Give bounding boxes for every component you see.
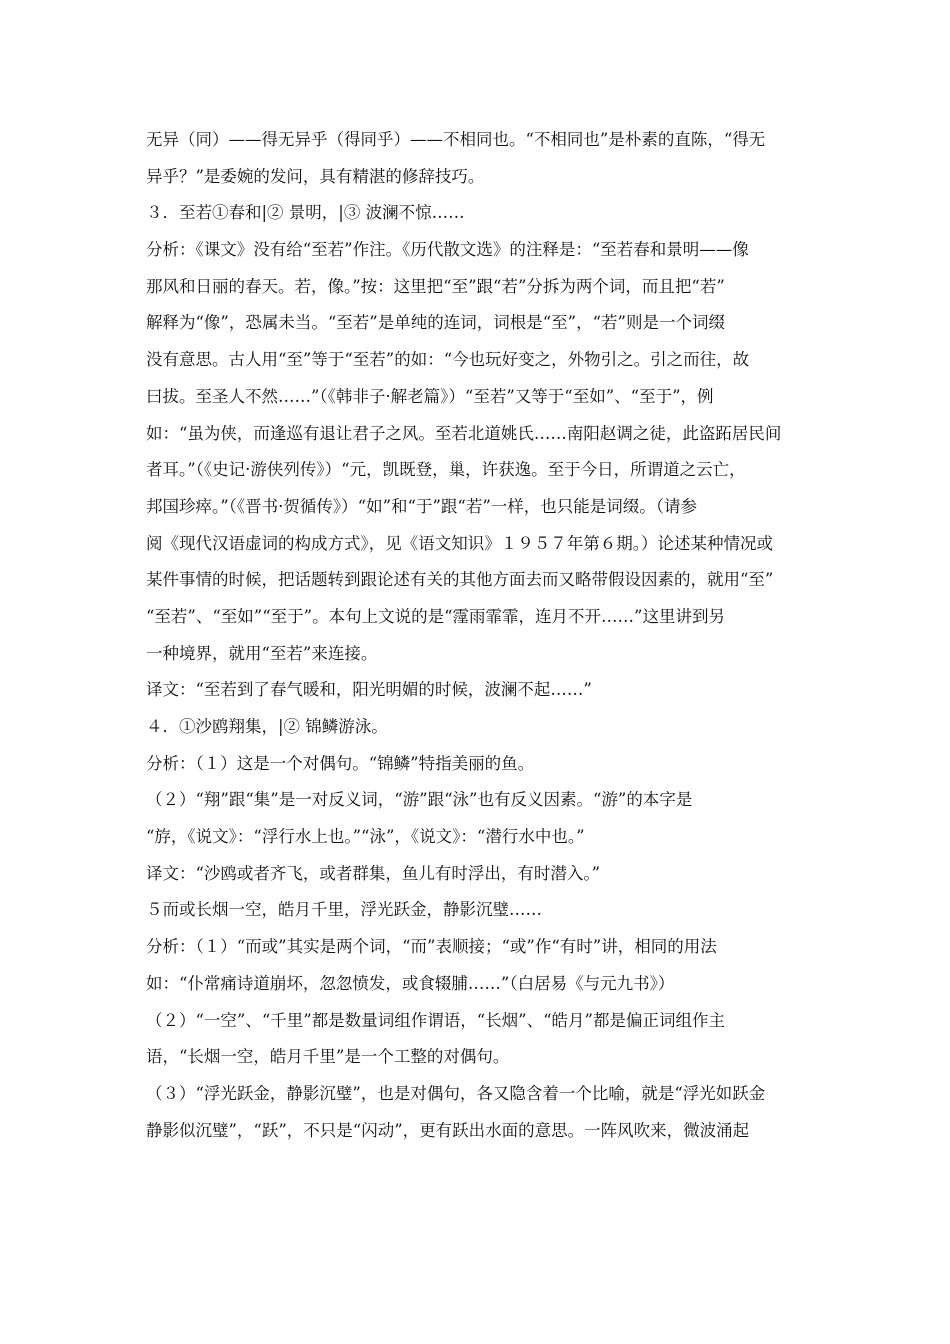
section-heading-4: ４．①沙鸥翔集，|② 锦鳞游泳。 xyxy=(146,717,388,736)
text-line: 邦国珍瘁。”（《晋书·贺循传》）“如”和“于”跟“若”一样，也只能是词缀。（请参 xyxy=(146,496,698,516)
text-line: 曰拔。至圣人不然……”（《韩非子·解老篇》）“至若”又等于“至如”、“至于”，例 xyxy=(146,386,714,406)
translation-line: 译文：“沙鸥或者齐飞，或者群集，鱼儿有时浮出，有时潜入。” xyxy=(146,863,601,883)
text-line: （２）“一空”、“千里”都是数量词组作谓语，“长烟”、“皓月”都是偏正词组作主 xyxy=(146,1010,725,1030)
text-line: “至若”、“至如”“至于”。本句上文说的是“霪雨霏霏，连月不开……”这里讲到另 xyxy=(146,606,725,626)
text-line: “斿，《说文》：“浮行水上也。”“泳”，《说文》：“潜行水中也。” xyxy=(146,827,585,847)
section-heading-3: ３．至若①春和|② 景明，|③ 波澜不惊…… xyxy=(146,203,465,223)
text-line: 语，“长烟一空，皓月千里”是一个工整的对偶句。 xyxy=(146,1047,510,1067)
text-line: 阅《现代汉语虚词的构成方式》，见《语文知识》１９５７年第６期。）论述某种情况或 xyxy=(146,533,773,553)
text-line: 没有意思。古人用“至”等于“至若”的如：“今也玩好变之，外物引之。引之而往，故 xyxy=(146,350,750,370)
text-line: 分析：《课文》没有给“至若”作注。《历代散文选》的注释是：“至若春和景明——像 xyxy=(146,240,749,260)
text-line: 无异（同）——得无异乎（得同乎）——不相同也。“不相同也”是朴素的直陈，“得无 xyxy=(146,130,766,149)
document-body xyxy=(146,122,812,1149)
text-line: 如：“虽为侠，而逢巡有退让君子之风。至若北道姚氏……南阳赵调之徒，此盗跖居民间 xyxy=(146,423,782,443)
text-line: 如：“仆常痛诗道崩坏，忽忽愤发，或食辍脯……”（白居易《与元九书》） xyxy=(146,973,675,993)
text-line: 分析：（１）这是一个对偶句。“锦鳞”特指美丽的鱼。 xyxy=(146,753,535,773)
text-line: 分析：（１）“而或”其实是两个词，“而”表顺接；“或”作“有时”讲，相同的用法 xyxy=(146,937,717,957)
text-line: 一种境界，就用“至若”来连接。 xyxy=(146,643,378,663)
text-line: 解释为“像”，恐属未当。“至若”是单纯的连词，词根是“至”，“若”则是一个词缀 xyxy=(146,313,725,333)
text-line: 那风和日丽的春天。若，像。”按：这里把“至”跟“若”分拆为两个词，而且把“若” xyxy=(146,276,725,296)
text-line: （３）“浮光跃金，静影沉璧”，也是对偶句，各又隐含着一个比喻，就是“浮光如跃金 xyxy=(146,1083,766,1103)
text-line: （２）“翔”跟“集”是一对反义词，“游”跟“泳”也有反义因素。“游”的本字是 xyxy=(146,790,693,810)
text-line: 静影似沉璧”，“跃”，不只是“闪动”，更有跃出水面的意思。一阵风吹来，微波涌起 xyxy=(146,1120,750,1140)
text-line: 异乎？”是委婉的发问，具有精湛的修辞技巧。 xyxy=(146,166,485,186)
text-line: 某件事情的时候，把话题转到跟论述有关的其他方面去而又略带假设因素的，就用“至” xyxy=(146,570,774,590)
translation-line: 译文：“至若到了春气暖和，阳光明媚的时候，波澜不起……” xyxy=(146,680,592,700)
text-line: 者耳。”（《史记·游侠列传》）“元，凯既登，巢，许获逸。至于今日，所谓道之云亡， xyxy=(146,460,746,480)
section-heading-5: ５而或长烟一空，皓月千里，浮光跃金，静影沉璧…… xyxy=(146,900,542,920)
